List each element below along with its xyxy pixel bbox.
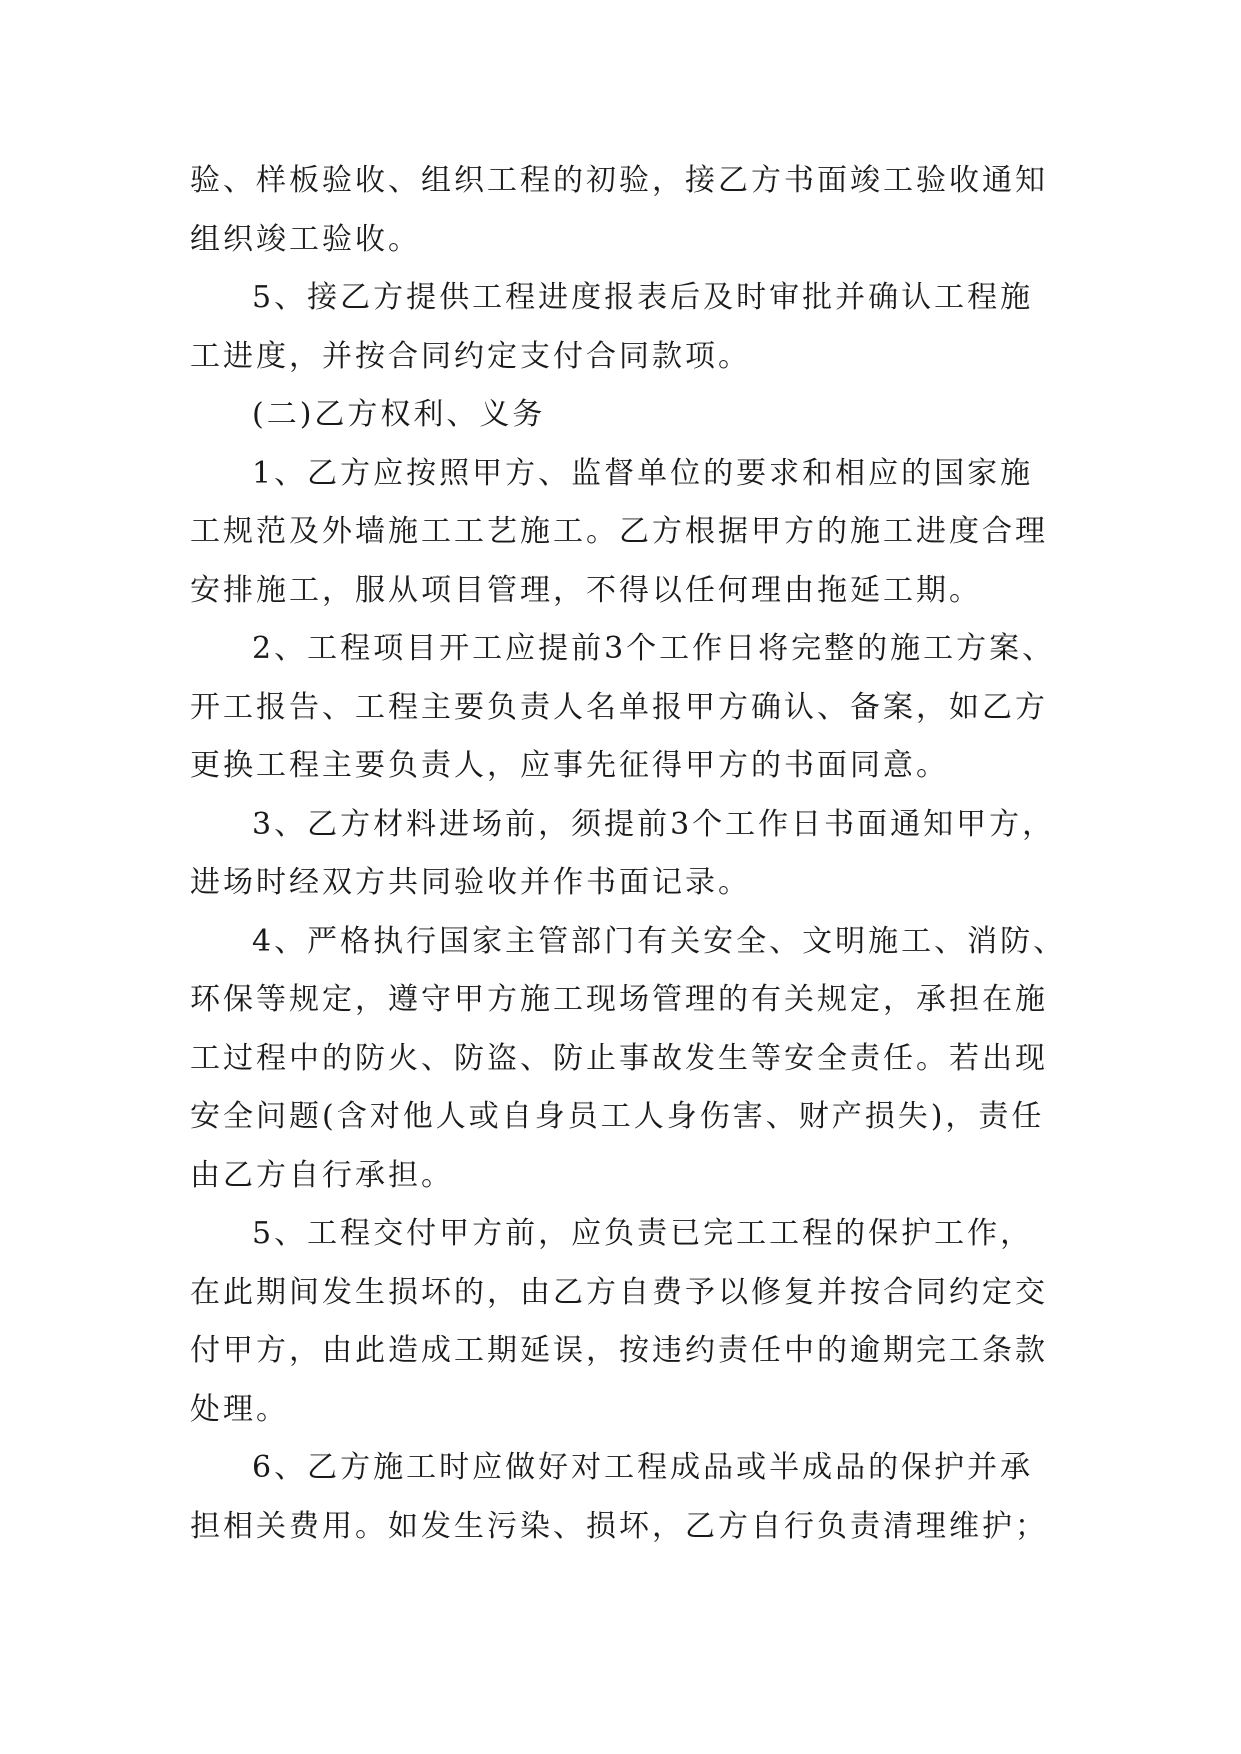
text-line: (二)乙方权利、义务: [252, 397, 546, 432]
text-line: 工过程中的防火、防盗、防止事故发生等安全责任。若出现: [190, 1040, 1048, 1076]
text-line: 5、接乙方提供工程进度报表后及时审批并确认工程施: [252, 280, 1034, 315]
text-line: 付甲方，由此造成工期延误，按违约责任中的逾期完工条款: [190, 1333, 1048, 1368]
text-line: 安全问题(含对他人或自身员工人身伤害、财产损失)，责任: [190, 1099, 1045, 1134]
text-line: 1、乙方应按照甲方、监督单位的要求和相应的国家施: [252, 455, 1034, 491]
text-line: 5、工程交付甲方前，应负责已完工工程的保护工作，: [252, 1216, 1034, 1251]
text-line: 6、乙方施工时应做好对工程成品或半成品的保护并承: [252, 1450, 1034, 1485]
text-line: 组织竣工验收。: [190, 221, 421, 257]
text-line: 担相关费用。如发生污染、损坏，乙方自行负责清理维护；: [190, 1508, 1048, 1544]
text-line: 工进度，并按合同约定支付合同款项。: [190, 338, 751, 374]
text-line: 由乙方自行承担。: [190, 1157, 454, 1193]
text-line: 处理。: [190, 1391, 289, 1427]
text-line: 在此期间发生损坏的，由乙方自费予以修复并按合同约定交: [190, 1274, 1048, 1310]
text-line: 验、样板验收、组织工程的初验，接乙方书面竣工验收通知: [190, 163, 1048, 198]
text-line: 安排施工，服从项目管理，不得以任何理由拖延工期。: [190, 572, 982, 608]
text-line: 2、工程项目开工应提前3个工作日将完整的施工方案、: [252, 631, 1056, 666]
text-line: 工规范及外墙施工工艺施工。乙方根据甲方的施工进度合理: [190, 514, 1048, 549]
document-body: [190, 152, 1070, 1556]
text-line: 环保等规定，遵守甲方施工现场管理的有关规定，承担在施: [190, 982, 1048, 1017]
text-line: 开工报告、工程主要负责人名单报甲方确认、备案，如乙方: [190, 689, 1048, 725]
text-line: 进场时经双方共同验收并作书面记录。: [190, 865, 751, 900]
text-line: 3、乙方材料进场前，须提前3个工作日书面通知甲方，: [252, 806, 1056, 842]
text-line: 4、严格执行国家主管部门有关安全、文明施工、消防、: [252, 923, 1067, 959]
text-line: 更换工程主要负责人，应事先征得甲方的书面同意。: [190, 748, 949, 783]
